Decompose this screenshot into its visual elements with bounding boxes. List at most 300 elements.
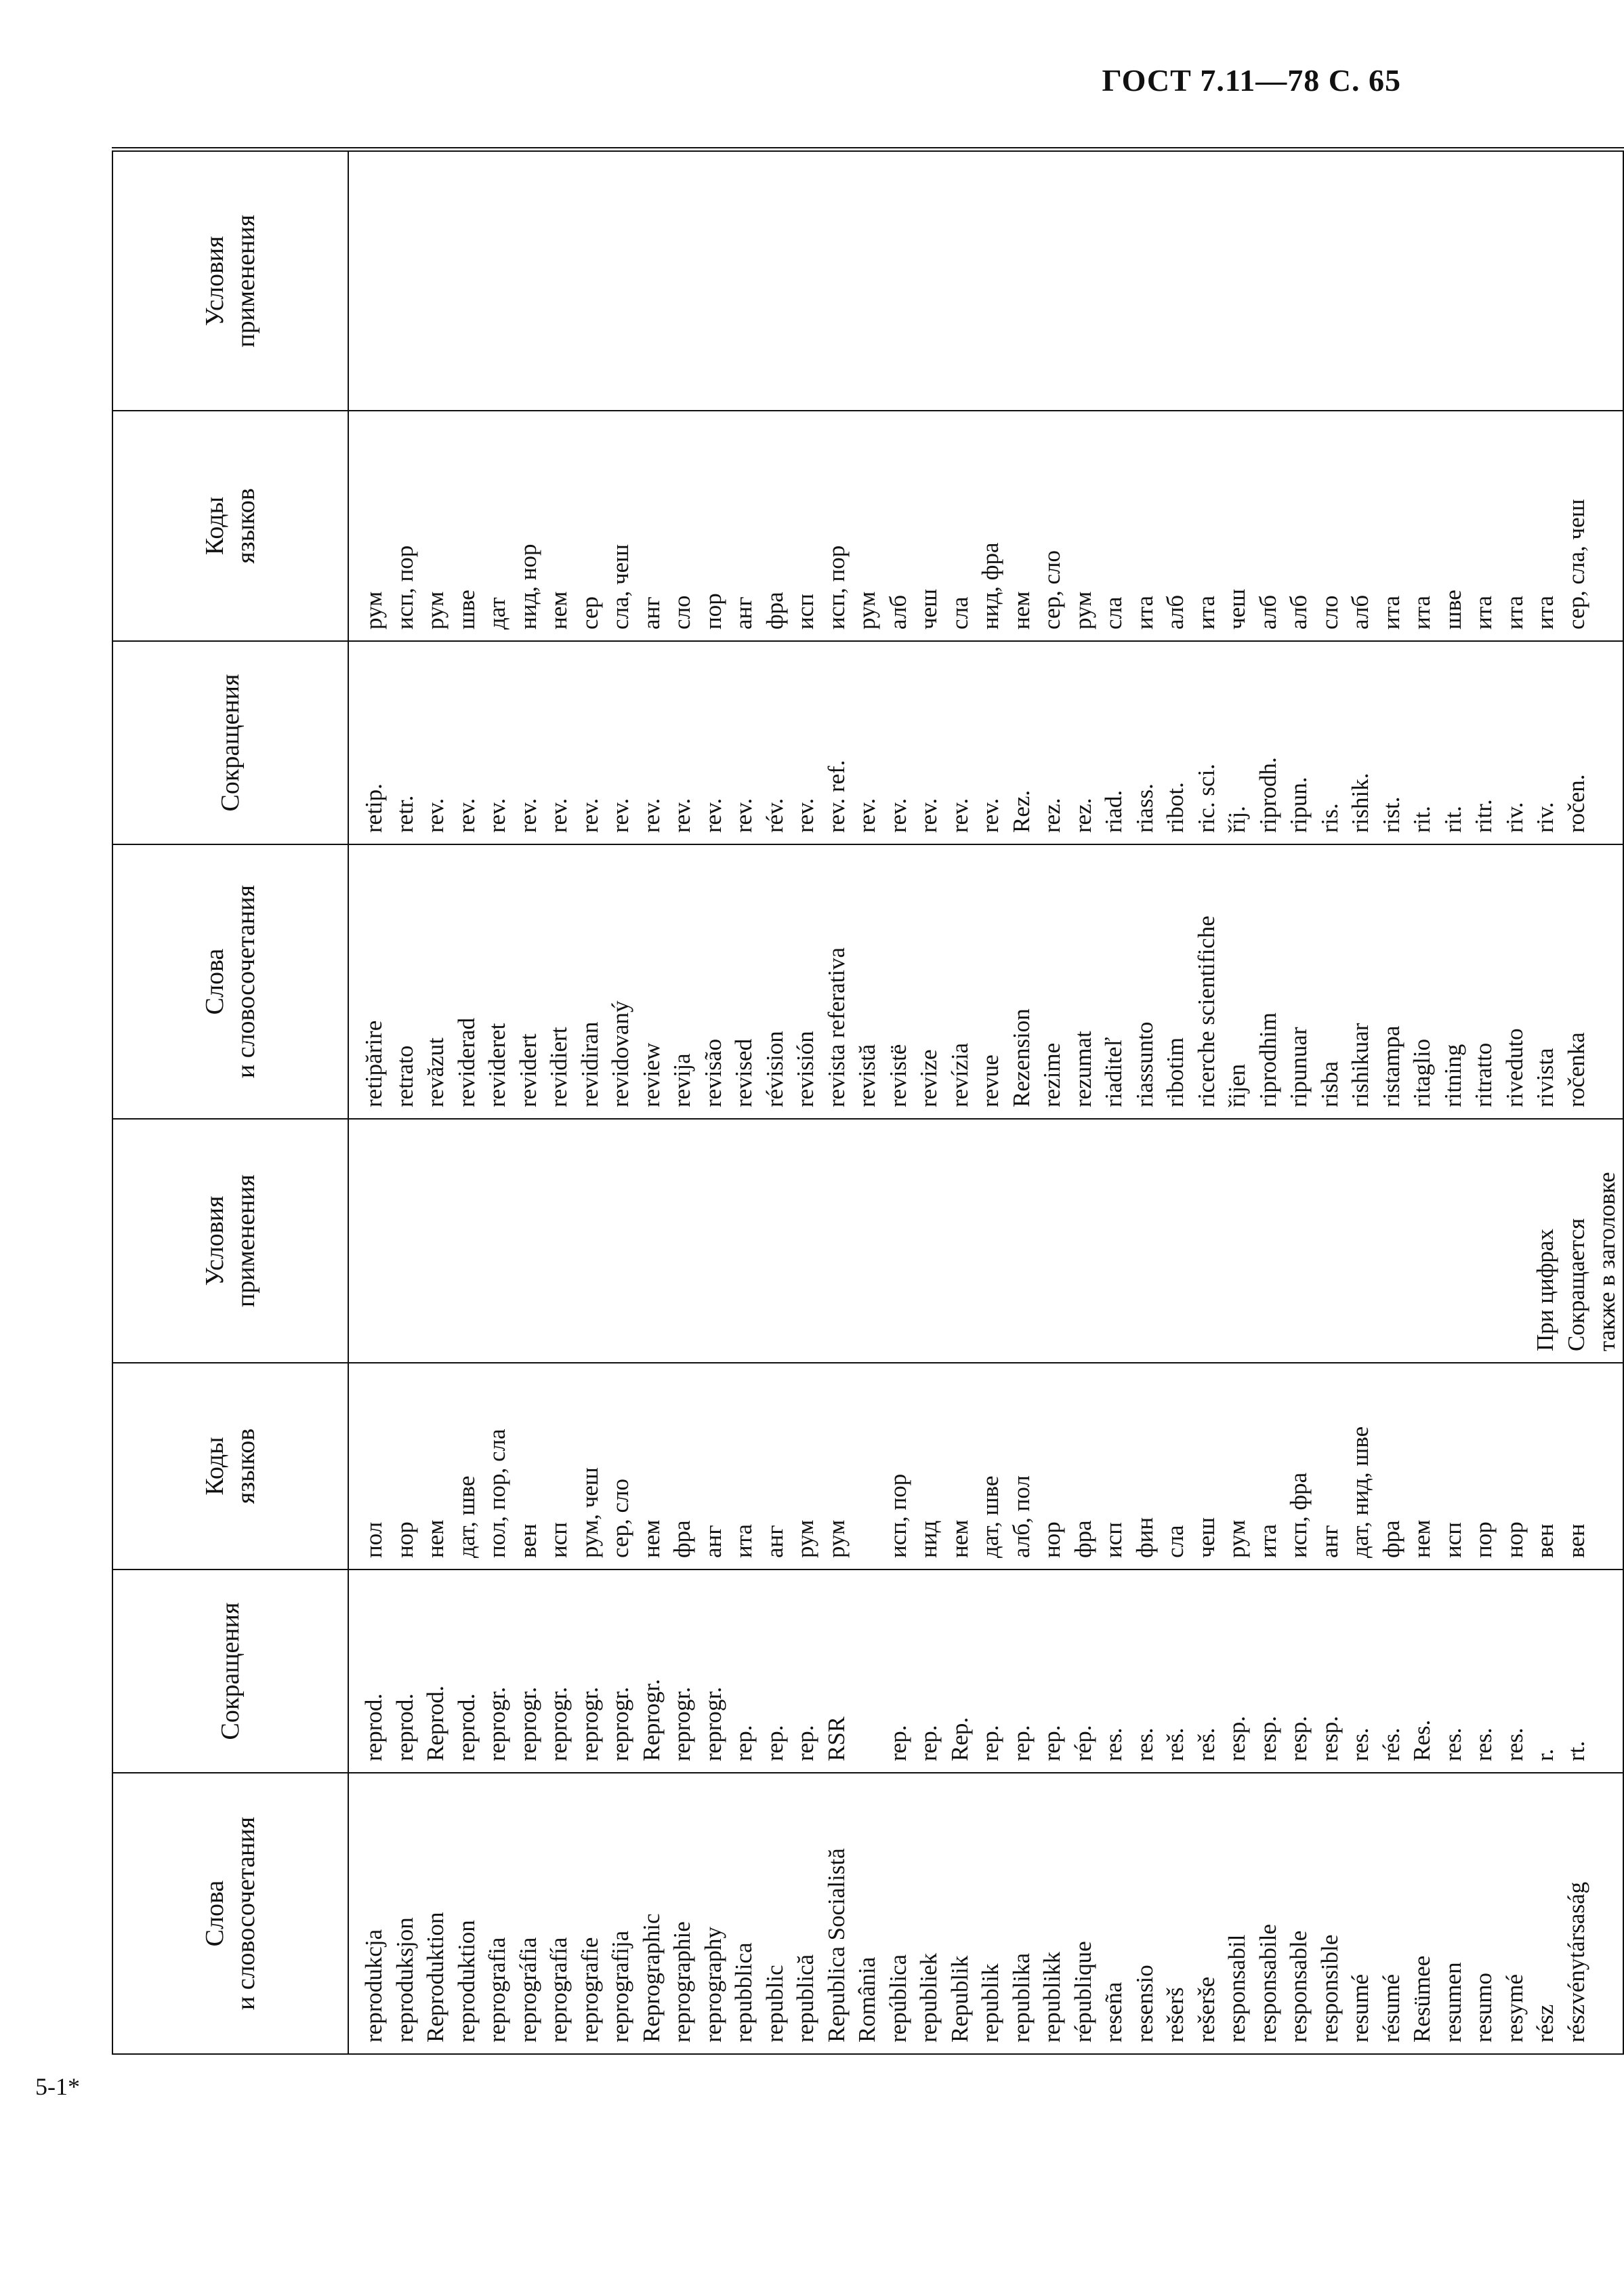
table-cell-line: вен xyxy=(1562,1523,1589,1558)
table-cell-line: нем xyxy=(1409,1519,1435,1558)
table-cell-line: rev. xyxy=(484,798,510,833)
table-cell-line: ripunuar xyxy=(1285,1027,1312,1107)
table-cell-line: фра xyxy=(669,1520,695,1558)
table-cell-line: rev. xyxy=(545,798,572,833)
table-cell-line: reproduktion xyxy=(453,1920,480,2043)
table-cell-line: rev. xyxy=(422,798,449,833)
table-cell-line xyxy=(975,1126,1006,1351)
table-cell-line: ита xyxy=(1131,596,1158,630)
table-cell-line: responsabile xyxy=(1254,1924,1281,2043)
table-cell-line: нор xyxy=(1501,1521,1528,1558)
table-cell-line: resensio xyxy=(1131,1965,1158,2043)
table-cell-line: рум xyxy=(360,591,387,630)
table-cell-line: чеш xyxy=(1224,588,1250,630)
table-cell-line: фра xyxy=(1377,1520,1404,1558)
table-cell-line: reprodukcja xyxy=(360,1929,387,2043)
table-cell-line: фра xyxy=(1069,1520,1096,1558)
table-cell-line xyxy=(482,1126,513,1351)
table-cell-line: рум xyxy=(1069,591,1096,630)
table-cell-line xyxy=(1160,1126,1191,1351)
table-cell-line: reprogr. xyxy=(514,1687,541,1761)
table-cell-line xyxy=(1098,1126,1129,1351)
table-cell-line: фра xyxy=(761,592,788,630)
left-codes-column xyxy=(348,1363,1623,1570)
table-cell-line xyxy=(1499,1126,1531,1351)
table-cell-line xyxy=(451,1126,482,1351)
table-cell-line: rev. xyxy=(638,798,665,833)
table-cell-line: révision xyxy=(761,1031,788,1107)
table-cell-line: říj. xyxy=(1224,806,1250,833)
table-cell-line: дат, шве xyxy=(977,1475,1003,1558)
table-cell-line: Сокращается xyxy=(1562,1218,1589,1351)
table-cell-line: нем xyxy=(1007,591,1035,630)
table-cell-line: ита xyxy=(1532,596,1558,630)
table-cell-line: reprografia xyxy=(484,1937,510,2043)
table-cell-line: revidovaný xyxy=(607,1000,633,1107)
table-cell-line: republică xyxy=(792,1954,818,2043)
table-cell-line: нем xyxy=(638,1519,665,1558)
table-cell-line: rev. xyxy=(915,798,942,833)
table-cell-line: нор xyxy=(391,1521,418,1558)
table-cell-line xyxy=(667,1126,698,1351)
table-cell-line: сла xyxy=(1162,1525,1188,1558)
table-cell-line: reš. xyxy=(1162,1727,1188,1761)
table-cell-line: rev. xyxy=(854,798,880,833)
table-cell-line: ric. sci. xyxy=(1192,763,1220,833)
table-cell-line: resp. xyxy=(1224,1715,1250,1761)
table-cell-line xyxy=(420,1126,451,1351)
table-cell-line: revue xyxy=(977,1054,1003,1107)
table-cell-line: reprogr. xyxy=(484,1687,510,1761)
header-conditions-right: Условия применения xyxy=(112,150,348,411)
table-cell-line: исп, фра xyxy=(1285,1472,1312,1558)
table-cell-line: řijen xyxy=(1224,1063,1250,1107)
table-cell-line: reproduksjon xyxy=(391,1917,418,2043)
table-cell-line: republika xyxy=(1007,1952,1035,2043)
table-cell-line: reprogr. xyxy=(607,1687,633,1761)
table-cell-line xyxy=(852,1370,883,1558)
table-cell-line: rishikuar xyxy=(1347,1023,1373,1107)
table-cell-line: алб xyxy=(1254,594,1281,630)
table-cell-line: revidert xyxy=(514,1033,541,1107)
table-cell-line: анг xyxy=(1316,1525,1343,1558)
table-cell-line xyxy=(790,1126,821,1351)
table-cell-line: нем xyxy=(422,1519,449,1558)
table-cell-line: Reprographic xyxy=(638,1913,665,2043)
table-cell-line: republiek xyxy=(915,1952,942,2043)
table-cell-line: алб, пол xyxy=(1007,1475,1035,1558)
table-cell-line xyxy=(605,1126,636,1351)
header-abbreviations-left: Сокращения xyxy=(112,1570,348,1773)
table-cell-line: reprogr. xyxy=(545,1687,572,1761)
table-cell-line: пор xyxy=(1470,1521,1497,1558)
table-cell-line: riprodh. xyxy=(1254,757,1281,833)
table-cell-line: rev. xyxy=(730,798,757,833)
table-cell-line: reprogr. xyxy=(699,1687,726,1761)
table-cell-line: ritratto xyxy=(1470,1042,1497,1107)
table-cell-line: алб xyxy=(884,594,911,630)
table-cell-line: r. xyxy=(1532,1748,1558,1761)
table-cell-line: rép. xyxy=(1069,1725,1096,1761)
table-cell-line: сер, сло xyxy=(607,1479,633,1558)
table-cell-line: rist. xyxy=(1377,796,1404,833)
table-cell-line: république xyxy=(1069,1941,1096,2043)
table-cell-line: república xyxy=(884,1954,911,2043)
table-cell-line: review xyxy=(638,1042,665,1107)
table-cell-line: исп, пор xyxy=(391,545,418,630)
table-cell-line xyxy=(1222,1126,1253,1351)
table-cell-line xyxy=(1345,1126,1376,1351)
table-cell-line: пол xyxy=(360,1521,387,1558)
table-cell-line: revize xyxy=(915,1049,942,1107)
table-cell-line: ита xyxy=(1254,1524,1281,1558)
table-cell-line: responsible xyxy=(1316,1934,1343,2043)
table-cell-line: résumé xyxy=(1377,1973,1404,2043)
table-cell-line: resp. xyxy=(1254,1715,1281,1761)
table-cell-line: retr. xyxy=(391,795,418,833)
table-cell-line: retip. xyxy=(360,783,387,833)
table-cell-line: rev. xyxy=(946,798,973,833)
table-cell-line: Resümee xyxy=(1409,1955,1435,2043)
table-cell-line xyxy=(513,1126,544,1351)
table-cell-line: Rezension xyxy=(1007,1008,1035,1107)
table-cell-line: rev. xyxy=(977,798,1003,833)
table-cell-line: шве xyxy=(1439,590,1466,630)
table-cell-line: алб xyxy=(1285,594,1312,630)
table-cell-line: нем xyxy=(545,591,572,630)
table-cell-line: ита xyxy=(730,1524,757,1558)
table-cell-line: resumen xyxy=(1439,1962,1466,2043)
table-cell-line: ита xyxy=(1409,596,1435,630)
table-cell-line: rep. xyxy=(1007,1725,1035,1761)
table-cell-line: алб xyxy=(1162,594,1188,630)
table-cell-line: reseña xyxy=(1100,1982,1127,2043)
table-cell-line: рум xyxy=(823,1519,850,1558)
table-cell-line: исп xyxy=(1439,1522,1466,1558)
table-cell-line: revideret xyxy=(484,1023,510,1107)
table-cell-line: Res. xyxy=(1409,1719,1435,1761)
right-codes-column xyxy=(348,411,1623,641)
table-cell-line: ritr. xyxy=(1470,799,1497,833)
table-cell-line xyxy=(1283,1126,1314,1351)
table-cell-line xyxy=(698,1126,729,1351)
table-cell-line: revidiran xyxy=(576,1021,603,1107)
header-words-right: Слова и словосочетания xyxy=(112,844,348,1119)
table-cell-line xyxy=(636,1126,667,1351)
table-cell-line: сло xyxy=(669,595,695,630)
table-cell-line: rés. xyxy=(1377,1727,1404,1761)
table-cell-line: rep. xyxy=(761,1725,788,1761)
table-cell-line: resp. xyxy=(1285,1715,1312,1761)
table-cell-line: Rep. xyxy=(946,1717,973,1761)
table-cell-line: revăzut xyxy=(422,1038,449,1107)
table-cell-line: ristampa xyxy=(1377,1025,1404,1107)
table-cell-line: рум xyxy=(1224,1519,1250,1558)
abbreviations-table xyxy=(112,148,1624,2055)
table-cell-line: ита xyxy=(1501,596,1528,630)
table-cell-line: resumé xyxy=(1347,1973,1373,2043)
header-words-left: Слова и словосочетания xyxy=(112,1773,348,2054)
header-conditions-left: Условия применения xyxy=(112,1119,348,1363)
table-cell-line: шве xyxy=(453,590,480,630)
table-cell-line: вен xyxy=(1532,1523,1558,1558)
table-cell-line: revidiert xyxy=(545,1027,572,1107)
table-cell-line: rev. xyxy=(514,798,541,833)
table-cell-line: ris. xyxy=(1316,803,1343,833)
table-cell-line: рум xyxy=(422,591,449,630)
table-cell-line: rishik. xyxy=(1347,773,1373,833)
table-cell-line: részvénytársaság xyxy=(1562,1881,1589,2043)
table-cell-line: reprographie xyxy=(669,1921,695,2043)
table-cell-line: retrato xyxy=(391,1045,418,1107)
table-cell-line xyxy=(1006,1126,1037,1351)
right-words-column xyxy=(348,844,1623,1119)
table-cell-line: res. xyxy=(1347,1727,1373,1761)
table-cell-line: rez. xyxy=(1039,798,1065,833)
table-cell-line xyxy=(1468,1126,1499,1351)
right-conditions-column xyxy=(348,150,1623,411)
table-cell-line xyxy=(1191,1126,1222,1351)
table-cell-line: reprogr. xyxy=(576,1687,603,1761)
table-cell-line: сла xyxy=(1100,596,1127,630)
right-abbreviations-column xyxy=(348,641,1623,844)
table-cell-line: revistă xyxy=(854,1044,880,1107)
table-cell-line xyxy=(821,1126,852,1351)
table-cell-line: rep. xyxy=(884,1725,911,1761)
table-cell-line xyxy=(1037,1126,1068,1351)
table-cell-line: сло xyxy=(1316,595,1343,630)
table-cell-line: rit. xyxy=(1439,806,1466,833)
table-cell-line: пол, пор, сла xyxy=(484,1429,510,1558)
table-cell-line xyxy=(1314,1126,1346,1351)
table-cell-line xyxy=(759,1126,791,1351)
table-cell-line: Reprod. xyxy=(422,1685,449,1761)
table-cell-line: rep. xyxy=(792,1725,818,1761)
table-header-row xyxy=(112,150,348,2054)
table-cell-line: сер xyxy=(576,596,603,630)
table-cell-line: дат xyxy=(484,597,510,630)
rotated-table-wrapper xyxy=(112,150,1620,2055)
table-cell-line: рум, чеш xyxy=(576,1467,603,1558)
table-cell-line: rešerše xyxy=(1192,1976,1220,2043)
table-cell-line: rt. xyxy=(1562,1740,1589,1761)
table-cell-line xyxy=(852,1126,883,1351)
table-cell-line: revisión xyxy=(792,1031,818,1107)
table-cell-line: rész xyxy=(1532,2004,1558,2043)
table-cell-line: также в заголовке xyxy=(1594,1172,1620,1351)
table-cell-line xyxy=(390,1126,421,1351)
table-cell-line xyxy=(913,1126,944,1351)
table-cell-line: riaditeľ xyxy=(1100,1037,1127,1107)
table-cell-line: Republica Socialistă xyxy=(823,1848,850,2043)
table-cell-line: исп xyxy=(792,594,818,630)
table-cell-line: дат, шве xyxy=(453,1475,480,1558)
table-cell-line: нид, нор xyxy=(514,543,541,630)
table-cell-line: ricerche scientifiche xyxy=(1192,916,1220,1107)
table-cell-line: Rez. xyxy=(1007,789,1035,833)
table-cell-line: rivista xyxy=(1532,1048,1558,1107)
table-cell-line: responsable xyxy=(1285,1930,1312,2043)
table-cell-line: rev. xyxy=(792,798,818,833)
table-cell-line: ита xyxy=(1470,596,1497,630)
table-cell-line xyxy=(728,1126,759,1351)
table-cell-line: нид xyxy=(915,1520,942,1558)
table-cell-line: România xyxy=(854,1956,880,2043)
table-cell-line: исп xyxy=(1100,1522,1127,1558)
table-cell-line: rev. xyxy=(669,798,695,833)
table-cell-line xyxy=(358,1126,390,1351)
table-cell-line xyxy=(852,1577,883,1761)
table-cell-line: revistë xyxy=(884,1044,911,1107)
header-abbreviations-right: Сокращения xyxy=(112,641,348,844)
table-cell-line: вен xyxy=(514,1523,541,1558)
table-cell-line: rev. xyxy=(884,798,911,833)
table-cell-line: revised xyxy=(730,1038,757,1107)
table-cell-line xyxy=(1068,1126,1099,1351)
table-cell-line: Republik xyxy=(946,1955,973,2043)
table-cell-line: reprod. xyxy=(360,1693,387,1761)
table-cell-line: rezumat xyxy=(1069,1031,1096,1107)
table-cell-line: riprodhim xyxy=(1254,1012,1281,1107)
table-cell-line: riv. xyxy=(1532,802,1558,833)
table-cell-line: рум xyxy=(854,591,880,630)
table-cell-line: revija xyxy=(669,1053,695,1107)
table-cell-line: revista referativa xyxy=(823,947,850,1107)
table-cell-line: reprografía xyxy=(545,1937,572,2043)
table-cell-line: ritaglio xyxy=(1409,1038,1435,1107)
table-cell-line: rev. xyxy=(607,798,633,833)
table-cell-line: анг xyxy=(730,596,757,630)
table-cell-line: rev. xyxy=(699,798,726,833)
table-cell-line: risba xyxy=(1316,1061,1343,1107)
table-cell-line: rev. xyxy=(453,798,480,833)
table-cell-line: анг xyxy=(638,596,665,630)
table-cell-line: нор xyxy=(1039,1521,1065,1558)
table-cell-line xyxy=(543,1126,575,1351)
table-cell-line: republikk xyxy=(1039,1951,1065,2043)
table-cell-line: rep. xyxy=(977,1725,1003,1761)
table-cell-line: ита xyxy=(1377,596,1404,630)
table-cell-line: rešerš xyxy=(1162,1987,1188,2043)
table-cell-line: resymé xyxy=(1501,1973,1528,2043)
table-cell-line: reprography xyxy=(699,1926,726,2043)
table-cell-line: res. xyxy=(1131,1727,1158,1761)
table-cell-line: рум xyxy=(792,1519,818,1558)
table-cell-line xyxy=(1407,1126,1438,1351)
table-cell-line: resumo xyxy=(1470,1972,1497,2043)
table-cell-line: riv. xyxy=(1501,802,1528,833)
table-cell-line: repubblica xyxy=(730,1942,757,2043)
table-cell-line: Reprogr. xyxy=(638,1679,665,1761)
table-cell-line: чеш xyxy=(1192,1517,1220,1558)
table-cell-line: ribotim xyxy=(1162,1037,1188,1107)
header-language-codes-left: Коды языков xyxy=(112,1363,348,1570)
table-cell-line: republic xyxy=(761,1965,788,2043)
table-cell-line: retipărire xyxy=(360,1020,387,1107)
table-cell-line: riassunto xyxy=(1131,1021,1158,1107)
table-cell-line: сер, сло xyxy=(1039,550,1065,630)
table-cell-line: ripun. xyxy=(1285,777,1312,833)
table-cell-line: reprografie xyxy=(576,1937,603,2043)
table-cell-line: riass. xyxy=(1131,783,1158,833)
table-cell-line: republik xyxy=(977,1963,1003,2043)
table-cell-line xyxy=(944,1126,976,1351)
page-header: ГОСТ 7.11—78 С. 65 xyxy=(1102,63,1401,98)
table-cell-line: ročenka xyxy=(1562,1032,1589,1107)
table-cell-line: сер, сла, чеш xyxy=(1562,499,1589,630)
table-cell-line: Reproduktion xyxy=(422,1912,449,2043)
table-cell-line: алб xyxy=(1347,594,1373,630)
left-words-column xyxy=(348,1773,1623,2054)
table-cell-line: revízia xyxy=(946,1042,973,1107)
table-cell-line: reprod. xyxy=(453,1693,480,1761)
table-cell-line: RSR xyxy=(823,1716,850,1761)
table-cell-line: rep. xyxy=(915,1725,942,1761)
page-footer-mark: 5-1* xyxy=(35,2073,80,2100)
table-cell-line: reprogr. xyxy=(669,1687,695,1761)
table-cell-line: исп xyxy=(545,1522,572,1558)
table-cell-line: ribot. xyxy=(1162,782,1188,833)
table-cell-line: анг xyxy=(699,1525,726,1558)
header-language-codes-right: Коды языков xyxy=(112,411,348,641)
table-cell-line xyxy=(883,1126,914,1351)
table-cell-line xyxy=(575,1126,606,1351)
table-cell-line: rezime xyxy=(1039,1042,1065,1107)
table-cell-line xyxy=(1438,1126,1469,1351)
table-cell-line: rev. xyxy=(576,798,603,833)
left-conditions-column xyxy=(348,1119,1623,1363)
table-cell-line: reprografija xyxy=(607,1930,633,2043)
table-cell-line: responsabil xyxy=(1224,1934,1250,2043)
table-cell-line: riveduto xyxy=(1501,1028,1528,1107)
table-cell-line: rep. xyxy=(1039,1725,1065,1761)
table-cell-line: reprográfia xyxy=(514,1937,541,2043)
table-cell-line xyxy=(1376,1126,1407,1351)
table-cell-line: нем xyxy=(946,1519,973,1558)
table-cell-line: rep. xyxy=(730,1725,757,1761)
table-cell-line: чеш xyxy=(915,588,942,630)
table-cell-line: сла, чеш xyxy=(607,543,633,630)
table-cell-line: res. xyxy=(1100,1727,1127,1761)
table-cell-line: reprod. xyxy=(391,1693,418,1761)
table-cell-line: reviderad xyxy=(453,1017,480,1107)
table-cell-line: пор xyxy=(699,593,726,630)
table-cell-line: revisão xyxy=(699,1038,726,1107)
table-cell-line: нид, фра xyxy=(977,542,1003,630)
table-cell-line: исп, пор xyxy=(823,545,850,630)
table-cell-line: rez. xyxy=(1069,798,1096,833)
table-cell-line: ritning xyxy=(1439,1044,1466,1107)
table-cell-line: rit. xyxy=(1409,806,1435,833)
table-cell-line: res. xyxy=(1470,1727,1497,1761)
left-abbreviations-column xyxy=(348,1570,1623,1773)
table-cell-line: фин xyxy=(1131,1517,1158,1558)
table-cell-line: ита xyxy=(1192,596,1220,630)
table-cell-line: riad. xyxy=(1100,789,1127,833)
table-body-row xyxy=(348,150,1623,2054)
table-cell-line: resp. xyxy=(1316,1715,1343,1761)
table-cell-line xyxy=(1253,1126,1284,1351)
table-cell-line: При цифрах xyxy=(1532,1229,1558,1351)
table-cell-line: res. xyxy=(1501,1727,1528,1761)
table-cell-line: res. xyxy=(1439,1727,1466,1761)
table-cell-line: rev. ref. xyxy=(823,760,850,833)
table-cell-line: ročen. xyxy=(1562,774,1589,833)
table-cell-line: reš. xyxy=(1192,1727,1220,1761)
table-cell-line: сла xyxy=(946,596,973,630)
table-cell-line: rév. xyxy=(761,798,788,833)
table-cell-line: исп, пор xyxy=(884,1473,911,1558)
